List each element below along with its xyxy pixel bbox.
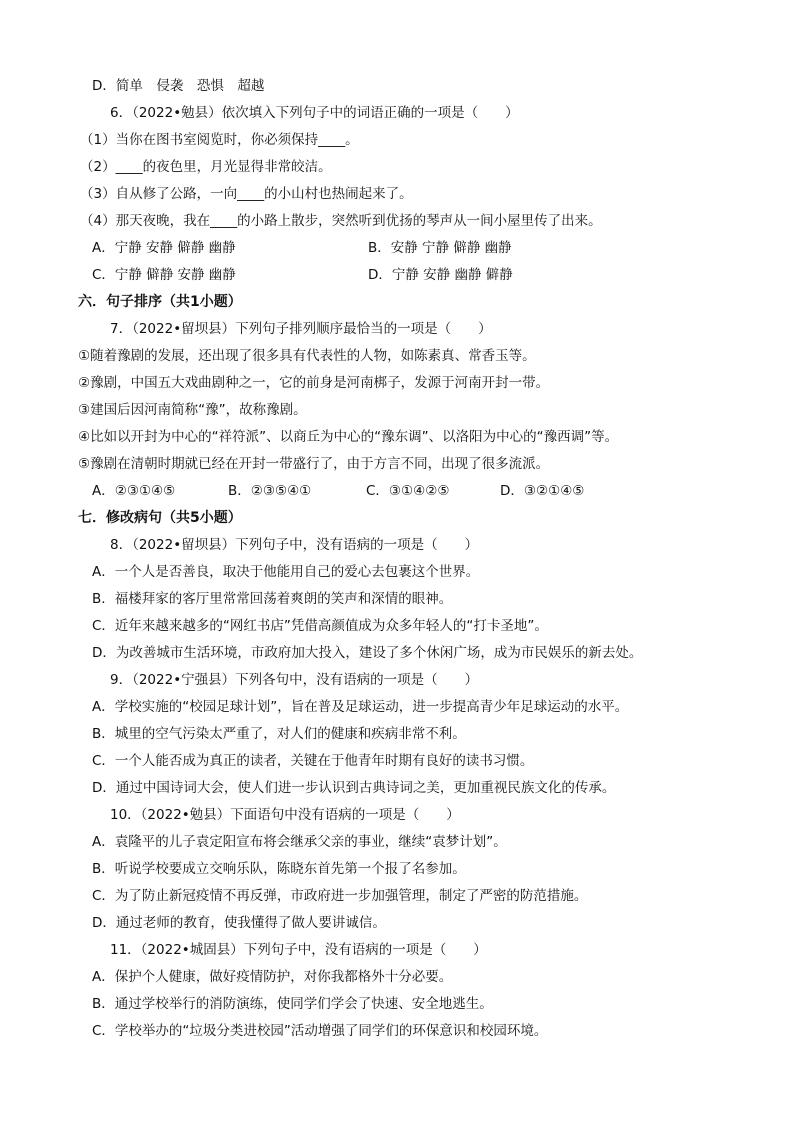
q9-option-a: A．学校实施的“校园足球计划”，旨在普及足球运动，进一步提高青少年足球运动的水平。 [92,699,629,715]
q6-sentence-4: （4）那天夜晚，我在____的小路上散步，突然听到优扬的琴声从一间小屋里传了出来。 [80,213,602,229]
q8-option-b: B．福楼拜家的客厅里常常回荡着爽朗的笑声和深情的眼神。 [92,591,453,607]
q9-option-d: D．通过中国诗词大会，使人们进一步认识到古典诗词之美，更加重视民族文化的传承。 [92,780,616,796]
q9-option-c: C．一个人能否成为真正的读者，关键在于他青年时期有良好的读书习惯。 [92,753,534,769]
section-heading-7: 七．修改病句（共5小题） [78,510,242,526]
q7-option-b: B．②③⑤④① [228,483,312,499]
q11-option-c: C．学校举办的“垃圾分类进校园”活动增强了同学们的环保意识和校园环境。 [92,1023,548,1039]
q6-option-c: C．宁静 僻静 安静 幽静 [92,267,236,283]
q7-sentence-5: ⑤豫剧在清朝时期就已经在开封一带盛行了，由于方言不同，出现了很多流派。 [78,456,550,472]
q10-option-a: A．袁隆平的儿子袁定阳宣布将会继承父亲的事业，继续“袁梦计划”。 [92,834,507,850]
q7-option-d: D．③②①④⑤ [500,483,585,499]
q7-option-a: A．②③①④⑤ [92,483,176,499]
q7-stem: 7．（2022•留坝县）下列句子排列顺序最恰当的一项是（ ） [110,321,492,337]
q11-stem: 11．（2022•城固县）下列句子中，没有语病的一项是（ ） [110,942,487,958]
q6-option-b: B．安静 宁静 僻静 幽静 [368,240,512,256]
q8-stem: 8．（2022•留坝县）下列句子中，没有语病的一项是（ ） [110,537,479,553]
section-heading-6: 六．句子排序（共1小题） [78,294,242,310]
q11-option-a: A．保护个人健康，做好疫情防护，对你我都格外十分必要。 [92,969,453,985]
q8-option-c: C．近年来越来越多的“网红书店”凭借高颜值成为众多年轻人的“打卡圣地”。 [92,618,548,634]
q6-sentence-1: （1）当你在图书室阅览时，你必须保持____。 [80,132,359,148]
q11-option-b: B．通过学校举行的消防演练，使同学们学会了快速、安全地逃生。 [92,996,493,1012]
q10-option-d: D．通过老师的教育，使我懂得了做人要讲诚信。 [92,915,386,931]
q6-sentence-2: （2）____的夜色里，月光显得非常皎洁。 [80,159,332,175]
q7-sentence-2: ②豫剧，中国五大戏曲剧种之一，它的前身是河南梆子，发源于河南开封一带。 [78,375,550,391]
q9-option-b: B．城里的空气污染太严重了，对人们的健康和疾病非常不利。 [92,726,466,742]
q10-stem: 10．（2022•勉县）下面语句中没有语病的一项是（ ） [110,807,460,823]
q5-option-d: D．简单 侵袭 恐惧 超越 [92,78,265,94]
q10-option-c: C．为了防止新冠疫情不再反弹，市政府进一步加强管理，制定了严密的防范措施。 [92,888,588,904]
q7-sentence-3: ③建国后因河南简称“豫”，故称豫剧。 [78,402,307,418]
q7-sentence-1: ①随着豫剧的发展，还出现了很多具有代表性的人物，如陈素真、常香玉等。 [78,348,536,364]
q6-stem: 6．（2022•勉县）依次填入下列句子中的词语正确的一项是（ ） [110,105,519,121]
q7-option-c: C．③①④②⑤ [366,483,450,499]
q7-sentence-4: ④比如以开封为中心的“祥符派”、以商丘为中心的“豫东调”、以洛阳为中心的“豫西调”等。 [78,429,619,445]
q10-option-b: B．听说学校要成立交响乐队，陈晓东首先第一个报了名参加。 [92,861,466,877]
q8-option-a: A．一个人是否善良，取决于他能用自己的爱心去包裹这个世界。 [92,564,480,580]
q9-stem: 9．（2022•宁强县）下列各句中，没有语病的一项是（ ） [110,672,479,688]
q8-option-d: D．为改善城市生活环境，市政府加大投入，建设了多个休闲广场，成为市民娱乐的新去处。 [92,645,643,661]
q6-option-a: A．宁静 安静 僻静 幽静 [92,240,236,256]
q6-option-d: D．宁静 安静 幽静 僻静 [368,267,513,283]
q6-sentence-3: （3）自从修了公路，一向____的小山村也热闹起来了。 [80,186,413,202]
